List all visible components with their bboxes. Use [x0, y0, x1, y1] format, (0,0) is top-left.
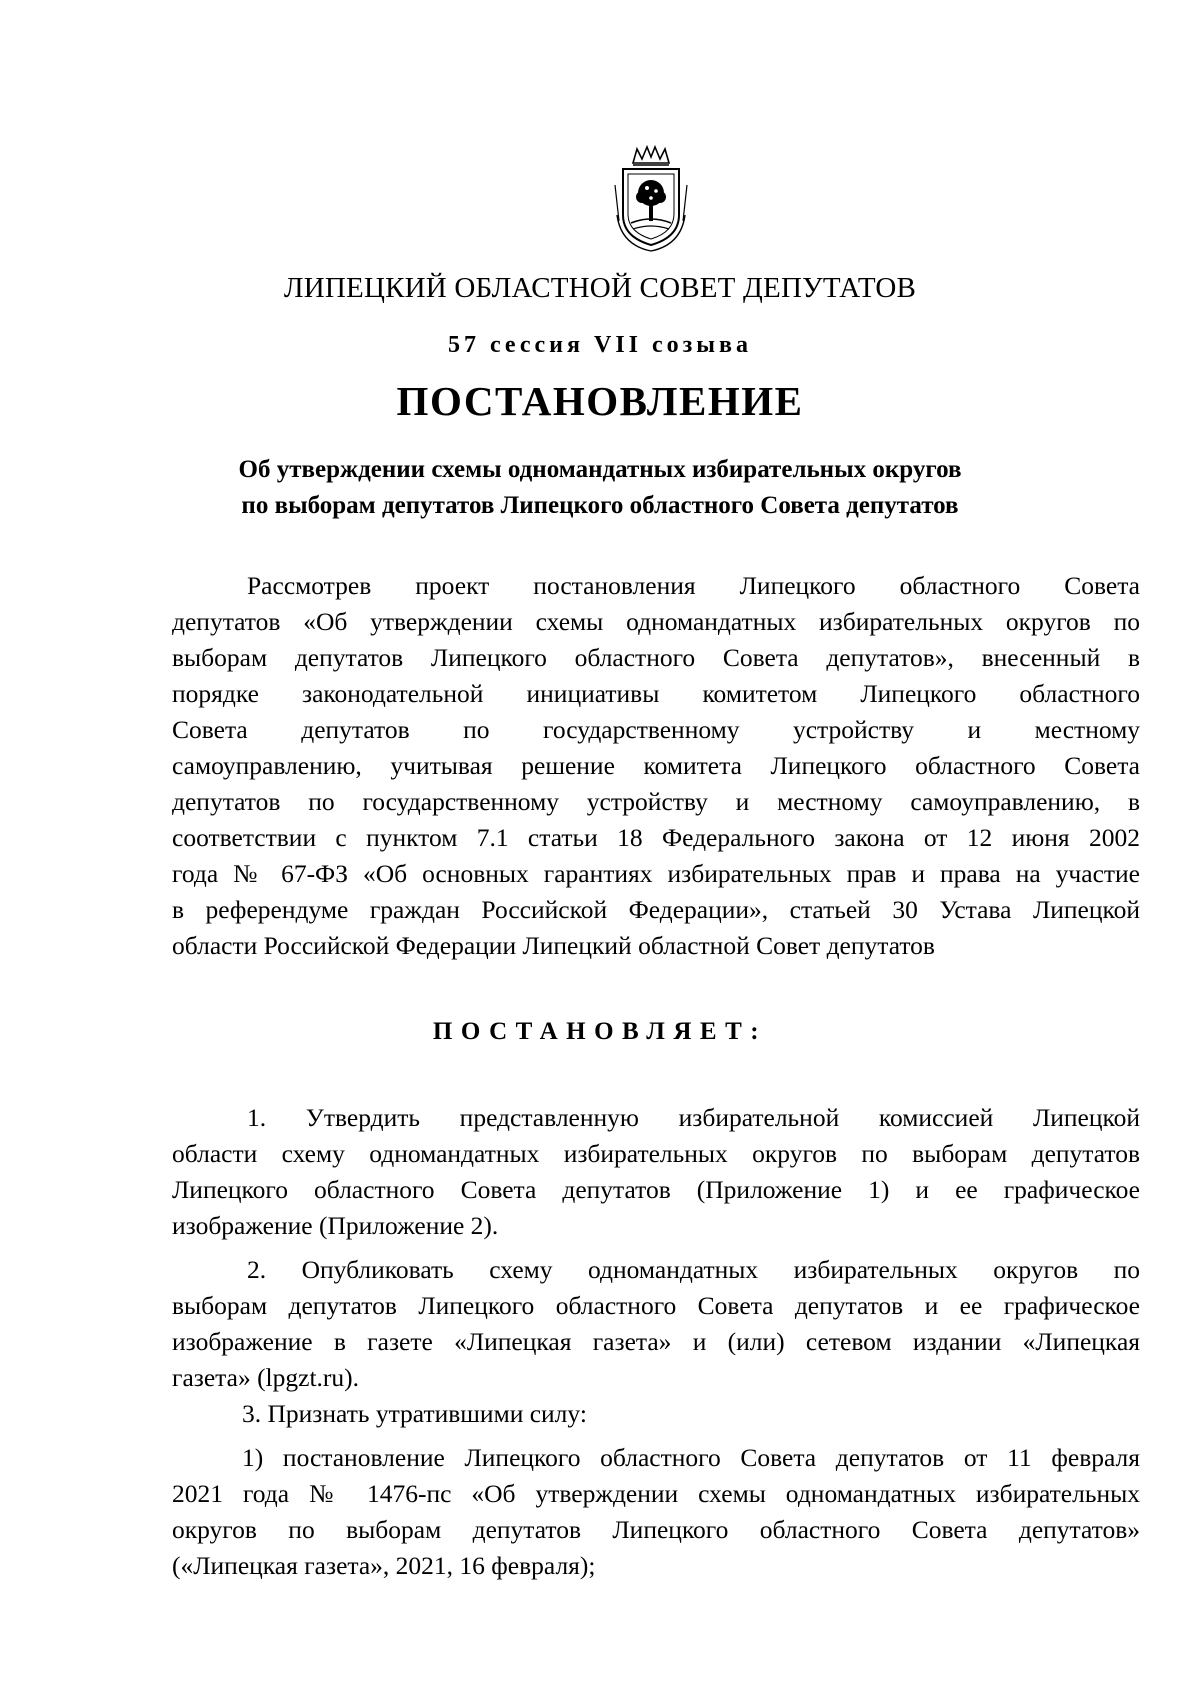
item-line: области схему одномандатных избирательных округов по выборам депутатов	[172, 1139, 1140, 1168]
item-line: изображение в газете «Липецкая газета» и (или) сетевом издании «Липецкая	[172, 1327, 1140, 1356]
item-line: округов по выборам депутатов Липецкого областного Совета депутатов»	[172, 1515, 1140, 1544]
item-line: 1) постановление Липецкого областного Совета депутатов от 11 февраля	[242, 1443, 1140, 1472]
item-3-1	[172, 1440, 1140, 1584]
item-2	[172, 1252, 1140, 1396]
coat-of-arms-icon	[611, 145, 691, 253]
document-type: ПОСТАНОВЛЕНИЕ	[396, 378, 804, 424]
council-name: ЛИПЕЦКИЙ ОБЛАСТНОЙ СОВЕТ ДЕПУТАТОВ	[283, 272, 917, 304]
item-line: 2021 года № 1476-пс «Об утверждении схемы одномандатных избирательных	[172, 1479, 1140, 1508]
item-line: 3. Признать утратившими силу:	[242, 1399, 587, 1428]
preamble-line: соответствии с пунктом 7.1 статьи 18 Федерального закона от 12 июня 2002	[172, 823, 1140, 852]
preamble-line: в референдуме граждан Российской Федерации», статьей 30 Устава Липецкой	[172, 895, 1140, 924]
item-line: выборам депутатов Липецкого областного Совета депутатов и ее графическое	[172, 1291, 1140, 1320]
session-title: 57 сессия VII созыва	[447, 332, 752, 358]
preamble-paragraph	[172, 568, 1140, 964]
item-line: 1. Утвердить представленную избирательной комиссией Липецкой	[247, 1103, 1140, 1132]
item-1	[172, 1100, 1140, 1244]
item-line: изображение (Приложение 2).	[172, 1211, 499, 1240]
subject-line: по выборам депутатов Липецкого областного Совета депутатов	[241, 492, 959, 519]
preamble-line: самоуправлению, учитывая решение комитета Липецкого областного Совета	[172, 751, 1140, 780]
preamble-line: депутатов «Об утверждении схемы одномандатных избирательных округов по	[172, 607, 1140, 636]
document-subject	[0, 452, 1200, 524]
preamble-line: года № 67-ФЗ «Об основных гарантиях избирательных прав и права на участие	[172, 859, 1140, 888]
preamble-line: порядке законодательной инициативы комитетом Липецкого областного	[172, 679, 1140, 708]
preamble-line: Рассмотрев проект постановления Липецкого областного Совета	[247, 571, 1140, 600]
preamble-line: Совета депутатов по государственному устройству и местному	[172, 715, 1140, 744]
item-line: газета» (lpgzt.ru).	[172, 1363, 360, 1392]
item-line: Липецкого областного Совета депутатов (Приложение 1) и ее графическое	[172, 1175, 1140, 1204]
item-line: («Липецкая газета», 2021, 16 февраля);	[172, 1551, 596, 1580]
preamble-line: депутатов по государственному устройству и местному самоуправлению, в	[172, 787, 1140, 816]
preamble-line: области Российской Федерации Липецкий областной Совет депутатов	[172, 931, 935, 960]
item-line: 2. Опубликовать схему одномандатных избирательных округов по	[247, 1255, 1140, 1284]
item-3	[172, 1396, 1140, 1432]
subject-line: Об утверждении схемы одномандатных избирательных округов	[238, 456, 962, 483]
preamble-line: выборам депутатов Липецкого областного Совета депутатов», внесенный в	[172, 643, 1140, 672]
decree-heading: ПОСТАНОВЛЯЕТ:	[432, 1018, 768, 1045]
decree-items	[172, 1100, 1140, 1584]
